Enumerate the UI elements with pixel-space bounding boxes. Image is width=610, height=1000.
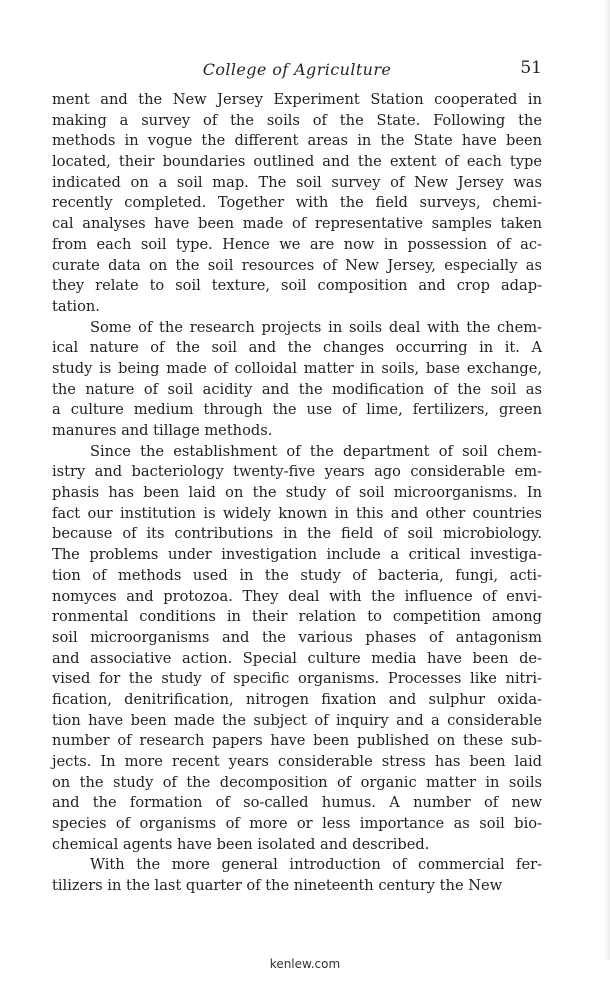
text-line: Since the establishment of the department of soil chem- [90, 442, 542, 460]
text-line: ronmental conditions in their relation to competition among [52, 608, 542, 626]
page-edge-shadow [604, 0, 610, 960]
text-line: istry and bacteriology twenty-five years ago considerable em- [52, 463, 542, 481]
text-line: The problems under investigation include a critical investiga- [52, 546, 542, 564]
running-title: College of Agriculture [202, 60, 392, 79]
text-line: methods in vogue the different areas in the State have been [52, 132, 542, 150]
paragraph [52, 90, 542, 318]
text-line: cal analyses have been made of representative samples taken [52, 215, 542, 233]
text-line: curate data on the soil resources of New Jersey, especially as [52, 256, 542, 274]
body-text [52, 90, 542, 897]
text-line: and the formation of so-called humus. A number of new [52, 794, 542, 812]
text-line: With the more general introduction of commercial fer- [90, 856, 542, 874]
text-line: study is being made of colloidal matter in soils, base exchange, [52, 359, 542, 377]
text-line: species of organisms of more or less importance as soil bio- [52, 815, 542, 833]
text-line: because of its contributions in the field of soil microbiology. [52, 525, 542, 543]
text-line: jects. In more recent years considerable stress has been laid [52, 753, 542, 770]
text-line: tilizers in the last quarter of the nineteenth century the New [52, 877, 503, 895]
text-line: on the study of the decomposition of organic matter in soils [52, 773, 542, 791]
text-line: phasis has been laid on the study of soil microorganisms. In [52, 484, 542, 502]
text-line: fact our institution is widely known in this and other countries [52, 504, 542, 522]
text-line: soil microorganisms and the various phases of antagonism [52, 628, 542, 646]
text-line: fication, denitrification, nitrogen fixation and sulphur oxida- [52, 690, 542, 708]
text-line: vised for the study of specific organisms. Processes like nitri- [52, 670, 542, 688]
text-line: tion of methods used in the study of bacteria, fungi, acti- [52, 566, 542, 584]
text-line: chemical agents have been isolated and described. [52, 835, 430, 853]
text-line: manures and tillage methods. [52, 422, 273, 439]
text-line: indicated on a soil map. The soil survey of New Jersey was [52, 173, 542, 191]
page-number: 51 [520, 58, 542, 78]
text-line: tion have been made the subject of inquiry and a considerable [52, 711, 542, 729]
footer-watermark: kenlew.com [269, 957, 341, 971]
text-line: ment and the New Jersey Experiment Station cooperated in [52, 91, 542, 108]
text-line: located, their boundaries outlined and the extent of each type [52, 153, 542, 171]
text-line: a culture medium through the use of lime, fertilizers, green [52, 401, 542, 419]
text-line: nomyces and protozoa. They deal with the influence of envi- [52, 587, 542, 605]
text-line: from each soil type. Hence we are now in possession of ac- [52, 235, 542, 253]
paragraph [52, 318, 542, 442]
text-line: recently completed. Together with the field surveys, chemi- [52, 194, 542, 212]
text-line: the nature of soil acidity and the modification of the soil as [52, 380, 542, 398]
text-line: making a survey of the soils of the State. Following the [52, 111, 542, 129]
text-line: ical nature of the soil and the changes occurring in it. A [52, 339, 542, 357]
text-line: and associative action. Special culture media have been de- [52, 649, 542, 667]
text-line: tation. [52, 297, 100, 315]
paragraph [52, 442, 542, 856]
text-line: Some of the research projects in soils deal with the chem- [90, 318, 542, 336]
running-head [52, 58, 542, 82]
text-line: they relate to soil texture, soil composition and crop adap- [52, 277, 542, 295]
text-line: number of research papers have been published on these sub- [52, 732, 542, 750]
paragraph [52, 855, 542, 896]
